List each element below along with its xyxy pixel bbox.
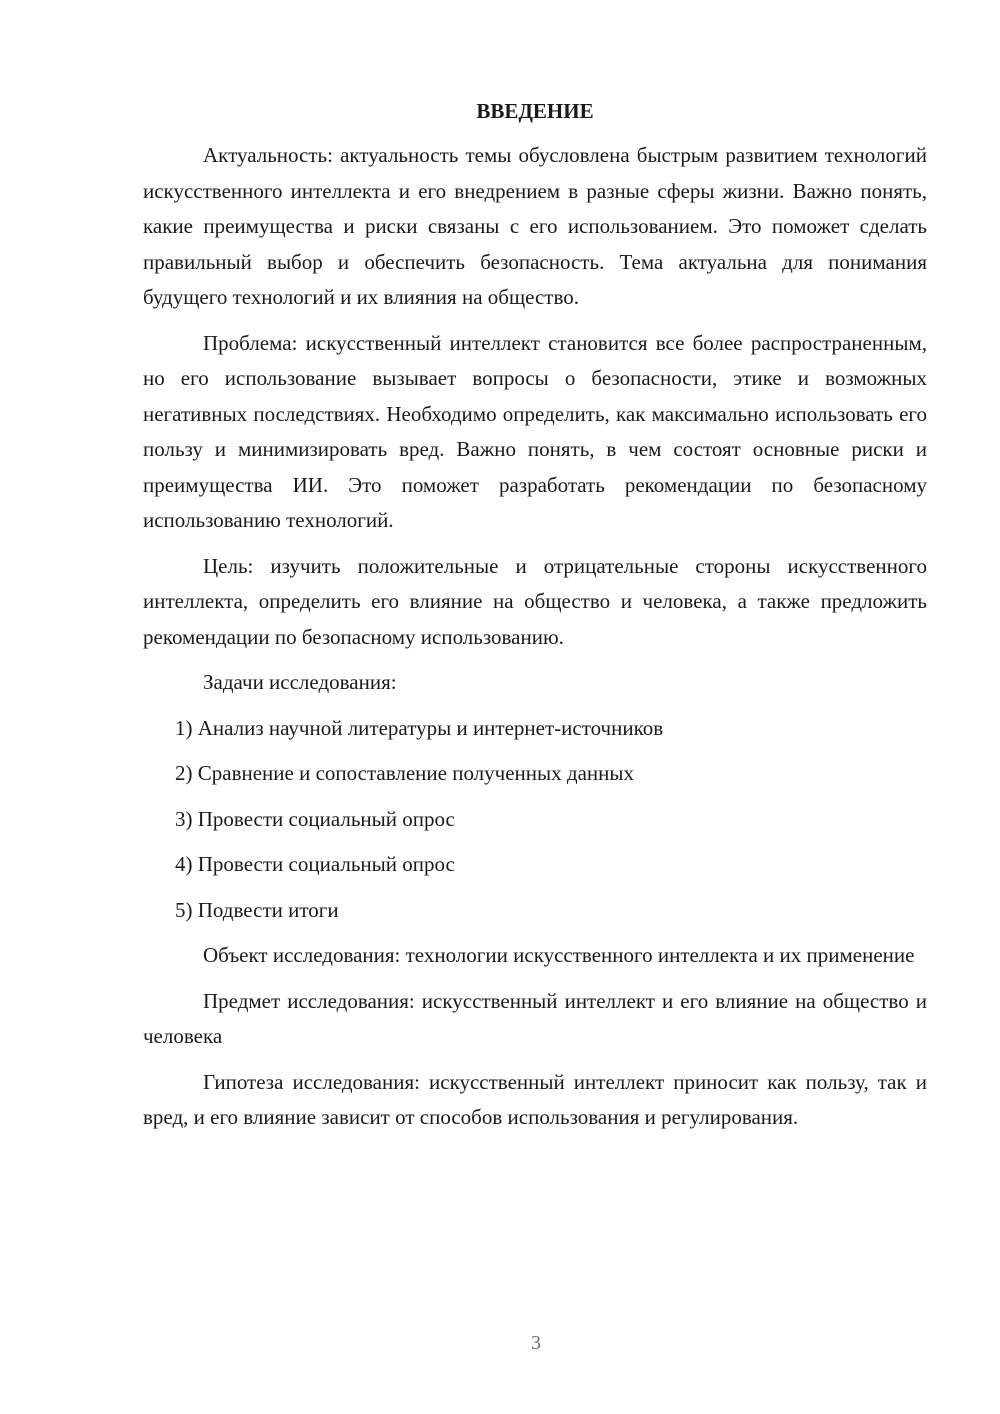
tasks-heading: Задачи исследования: — [203, 670, 397, 694]
paragraph-object: Объект исследования: технологии искусственного интеллекта и их применение — [203, 943, 915, 967]
paragraph-problem: Проблема: искусственный интеллект становится все более распространенным, но его использование вызывает вопросы о безопасности, этике и возможных негативных последствиях. Необходимо определить, как максимально использовать его пользу и минимизировать вред. Важно понять, в чем состоят основные риски и преимущества ИИ. Это поможет разработать рекомендации по безопасному использованию технологий. — [143, 330, 927, 532]
task-item: 3) Провести социальный опрос — [175, 806, 455, 831]
paragraph-subject: Предмет исследования: искусственный интеллект и его влияние на общество и человека — [143, 988, 927, 1048]
task-item: 2) Сравнение и сопоставление полученных данных — [175, 761, 634, 785]
paragraph-hypothesis: Гипотеза исследования: искусственный интеллект приносит как пользу, так и вред, и его влияние зависит от способов использования и регулирования. — [143, 1069, 927, 1129]
section-title: ВВЕДЕНИЕ — [476, 99, 594, 123]
task-item: 5) Подвести итоги — [175, 897, 339, 922]
page-number: 3 — [531, 1332, 541, 1354]
page-content — [143, 95, 927, 1146]
paragraph-goal: Цель: изучить положительные и отрицательные стороны искусственного интеллекта, определить его влияние на общество и человека, а также предложить рекомендации по безопасному использованию. — [143, 553, 927, 649]
task-item: 1) Анализ научной литературы и интернет-источников — [175, 715, 664, 740]
task-item: 4) Провести социальный опрос — [175, 852, 455, 876]
paragraph-relevance: Актуальность: актуальность темы обусловлена быстрым развитием технологий искусственного интеллекта и его внедрением в разные сферы жизни. Важно понять, какие преимущества и риски связаны с его использованием. Это поможет сделать правильный выбор и обеспечить безопасность. Тема актуальна для понимания будущего технологий и их влияния на общество. — [143, 143, 927, 309]
